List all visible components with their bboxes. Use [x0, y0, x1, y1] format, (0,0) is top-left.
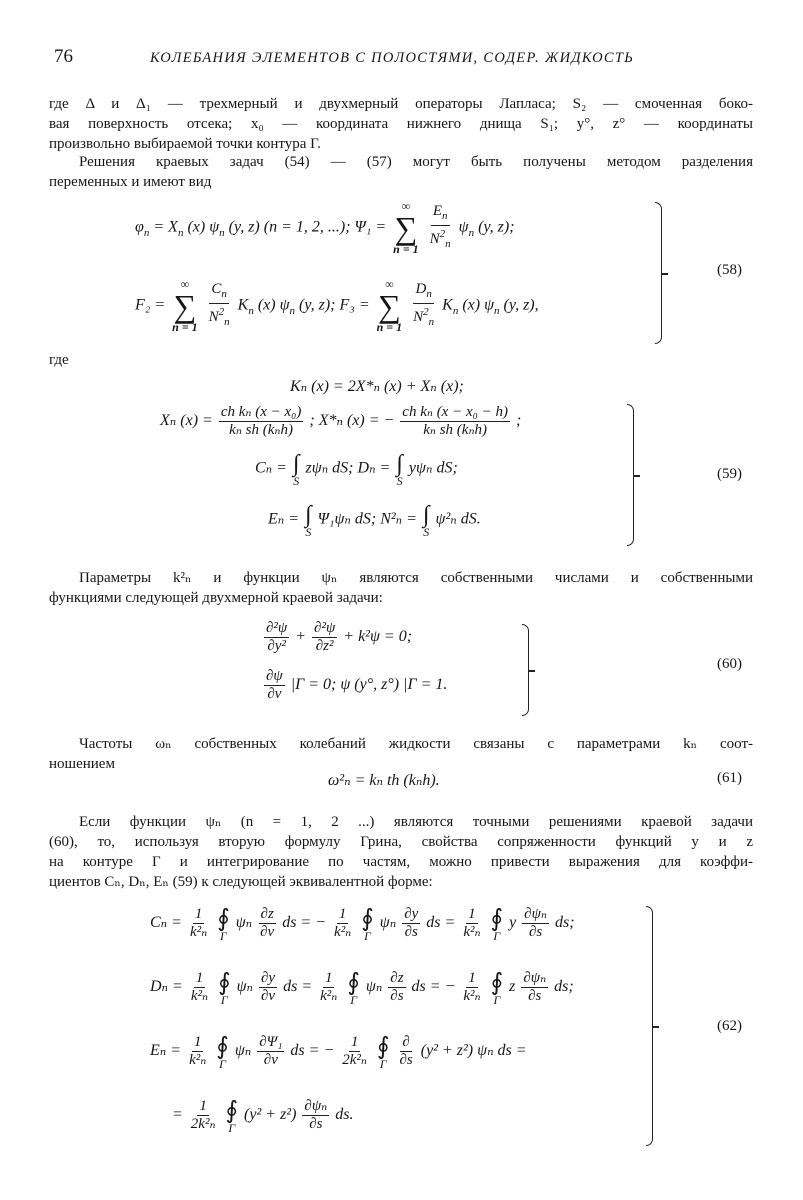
text-line: циентов Cₙ, Dₙ, Eₙ (59) к следующей эквивалентной форме:: [49, 874, 433, 890]
running-title: КОЛЕБАНИЯ ЭЛЕМЕНТОВ С ПОЛОСТЯМИ, СОДЕР. ЖИДКОСТЬ: [150, 50, 635, 66]
text-line: ношением: [49, 756, 115, 772]
paragraph-3: [49, 568, 753, 608]
where-label: где: [49, 352, 69, 368]
text-line: функциями следующей двухмерной краевой задачи:: [49, 590, 383, 606]
text-line: Частоты ωₙ собственных колебаний жидкости связаны с параметрами kₙ соот-: [79, 736, 753, 752]
sum-operator: ∞ ∑ n = 1: [172, 277, 198, 334]
sum-operator: ∞ ∑ n = 1: [376, 277, 403, 334]
paragraph-1: [49, 94, 753, 154]
sum-operator: ∞ ∑ n = 1: [393, 199, 419, 256]
text-line: вая поверхность отсека; x₀ — координата нижнего днища S₁; y°, z° — координаты: [49, 116, 753, 132]
equation-58-line-1: $\varphi_n = X_n$ (x) $\psi_n$ (y, z) (n = 1, 2, ...); Ψ₁ = ∞ ∑ n = 1 $\frac{E_n}{N^2_n}$ $\psi_n$ (y, z);: [135, 199, 515, 256]
brace: [627, 404, 634, 546]
equation-62-line-2: Dₙ = $\frac{1}{\text{k²ₙ}}$ ∮ Г ψₙ $\frac{\partial y}{\partial\nu}$ ds = $\frac{1}{\text{k²ₙ}}$ ∮ Г ψₙ $\frac{\partial z}{\partial s}$ ds = − $\frac{1}{\text{k²ₙ}}$ ∮ Г z $\frac{\text{∂ψₙ}}{\partial s}$ ds;: [150, 969, 574, 1007]
equation-62-line-4: = $\frac{1}{\text{2k²ₙ}}$ ∮ Г (y² + z²) $\frac{\text{∂ψₙ}}{\partial s}$ ds.: [172, 1097, 354, 1135]
equation-59-line-1: Kₙ (x) = 2X*ₙ (x) + Xₙ (x);: [290, 378, 464, 395]
text-line: где Δ и Δ₁ — трехмерный и двухмерный операторы Лапласа; S₂ — смоченная боко-: [49, 96, 753, 112]
equation-59-line-3: Cₙ = ∫ S zψₙ dS; Dₙ = ∫ S yψₙ dS;: [255, 451, 458, 488]
text-line: (60), то, используя вторую формулу Грина, свойства сопряженности функций y и z: [49, 834, 753, 850]
equation-number: (62): [717, 1018, 742, 1034]
text-line: Если функции ψₙ (n = 1, 2 ...) являются точными решениями краевой задачи: [79, 814, 753, 830]
text-line: Параметры k²ₙ и функции ψₙ являются собственными числами и собственными: [79, 570, 753, 586]
brace: [522, 624, 529, 716]
equation-number: (59): [717, 466, 742, 482]
equation-59-line-4: Eₙ = ∫ S Ψ₁ψₙ dS; N²ₙ = ∫ S ψ²ₙ dS.: [268, 502, 481, 539]
equation-60-line-1: $\frac{\text{∂²ψ}}{\text{∂y²}}$ + $\frac{\text{∂²ψ}}{\text{∂z²}}$ + k²ψ = 0;: [266, 620, 413, 654]
equation-62-line-1: Cₙ = $\frac{1}{\text{k²ₙ}}$ ∮ Г ψₙ $\frac{\partial z}{\partial\nu}$ ds = − $\frac{1}{\text{k²ₙ}}$ ∮ Г ψₙ $\frac{\partial y}{\partial s}$ ds = $\frac{1}{\text{k²ₙ}}$ ∮ Г y $\frac{\text{∂ψₙ}}{\partial s}$ ds;: [150, 905, 575, 943]
equation-61: ω²ₙ = kₙ th (kₙh).: [328, 772, 440, 789]
page-number: 76: [54, 46, 73, 67]
equation-number: (61): [717, 770, 742, 786]
equation-62-line-3: Eₙ = $\frac{1}{\text{k²ₙ}}$ ∮ Г ψₙ $\frac{\text{∂Ψ₁}}{\partial\nu}$ ds = − $\frac{1}{\text{2k²ₙ}}$ ∮ Г $\frac{\partial}{\partial s}$ (y² + z²) ψₙ ds =: [150, 1033, 527, 1071]
text-line: Решения краевых задач (54) — (57) могут быть получены методом разделения: [79, 154, 753, 170]
text-line: произвольно выбираемой точки контура Г.: [49, 136, 321, 152]
equation-58-line-2: F₂ = ∞ ∑ n = 1 $\frac{C_n}{N^2_n}$ $K_n$ (x) $\psi_n$ (y, z); F₃ = ∞ ∑ n = 1 $\frac{D_n}{N^2_n}$ $K_n$ (x) $\psi_n$ (y, z),: [135, 277, 539, 334]
paragraph-5: [49, 812, 753, 892]
equation-60-line-2: $\frac{\partial\psi}{\partial\nu}$ |Г = 0; ψ (y°, z°) |Г = 1.: [266, 668, 448, 702]
text-line: на контуре Г и интегрирование по частям, можно привести выражения для коэффи-: [49, 854, 753, 870]
equation-number: (58): [717, 262, 742, 278]
equation-59-line-2: Xₙ (x) = $\frac{\text{ch kₙ (x − x₀)}}{\text{kₙ sh (kₙh)}}$ ; X*ₙ (x) = − $\frac{\text{ch kₙ (x − x₀ − h)}}{\text{kₙ sh (kₙh)}}$ ;: [160, 404, 522, 438]
brace: [655, 202, 662, 344]
brace: [646, 906, 653, 1146]
paragraph-2: [49, 152, 753, 192]
text-line: переменных и имеют вид: [49, 174, 212, 190]
paragraph-4: [49, 734, 753, 774]
equation-number: (60): [717, 656, 742, 672]
